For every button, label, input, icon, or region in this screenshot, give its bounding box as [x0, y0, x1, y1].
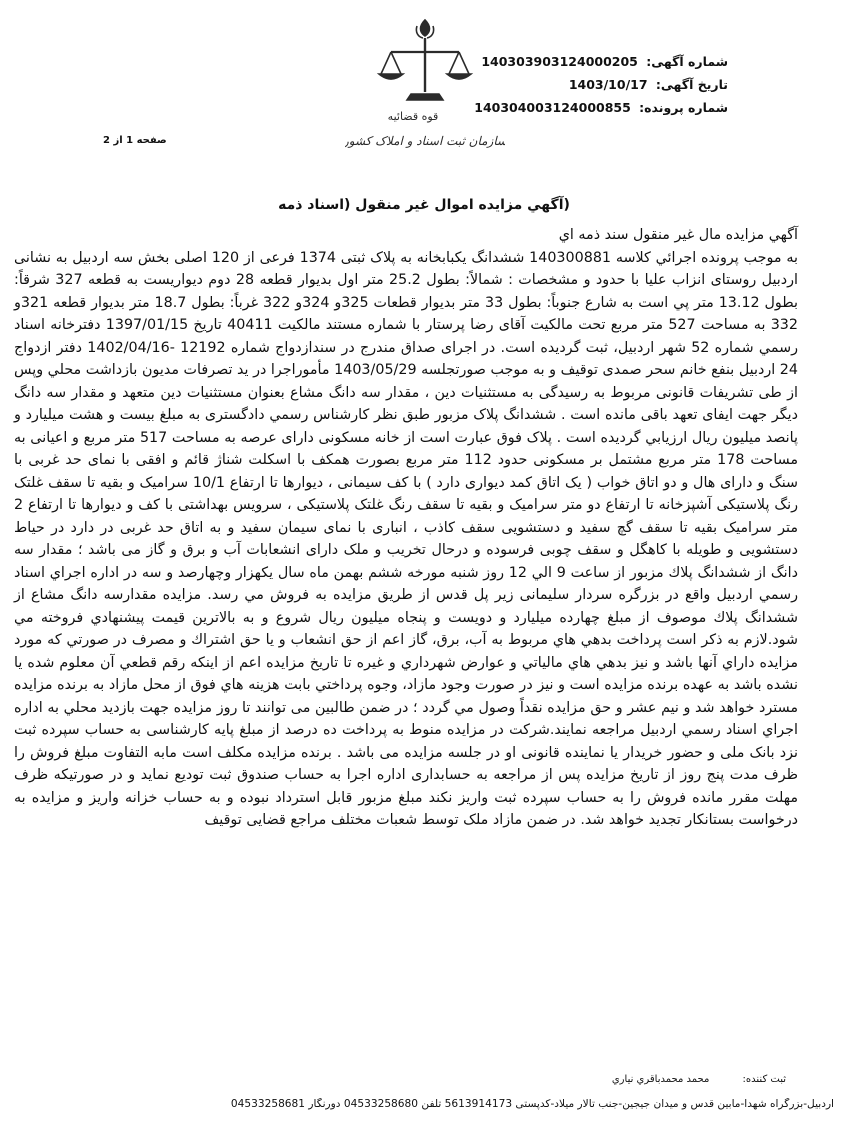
- notice-date: 1403/10/17: [568, 77, 648, 92]
- notice-date-row: [474, 73, 728, 96]
- page-indicator: صفحه 1 از 2: [103, 135, 167, 146]
- issuer-name: محمد محمدباقري نياري: [611, 1074, 710, 1085]
- notice-intro: آگهي مزايده مال غير منقول سند ذمه اي: [558, 227, 798, 243]
- case-number-label: شماره پرونده:: [639, 100, 728, 115]
- notice-date-label: تاریخ آگهی:: [655, 77, 728, 92]
- notice-number-row: [474, 50, 728, 73]
- issuer-label: ثبت كننده:: [742, 1074, 786, 1085]
- issuer-line: [612, 1074, 786, 1085]
- document-title: (آگهي مزايده اموال غير منقول (اسناد ذمه: [278, 197, 570, 213]
- notice-header: [474, 50, 728, 119]
- emblem-org-line2: سازمان ثبت اسناد و املاک کشور: [345, 134, 505, 148]
- case-number-row: [474, 96, 728, 119]
- judiciary-scales-emblem-icon: [345, 12, 505, 162]
- footer-address: اردبیل-بزرگراه شهدا-مابین قدس و میدان جیجین-جنب تالار میلاد-کدپستی 5613914173 تلفن 04533258680 دورنگار 04533258681: [230, 1098, 834, 1110]
- notice-number-label: شماره آگهی:: [646, 54, 728, 69]
- notice-number: 140303903124000205: [481, 54, 638, 69]
- notice-body: [14, 224, 798, 832]
- case-number: 140304003124000855: [474, 100, 631, 115]
- emblem-org-line1: قوه قضائیه: [387, 110, 439, 123]
- notice-paragraph: به موجب پرونده اجرائي كلاسه 140300881 ششدانگ یکبابخانه به پلاک ثبتی 1374 فرعی از 120 اصلی بخش سه اردبیل به نشانی اردبیل روستای انزاب علیا با حدود و مشخصات : شمالاً: بطول 25.2 متر اول بدیوار قطعه 28 دوم دیواریست به قطعه 327 شرقاً: بطول 13.12 متر پي است به شارع جنوباً: بطول 33 متر بدیوار قطعات 325و 324و 322 غرباً: بطول 18.7 متر بدیوار قطعه 321و 332 به مساحت 527 متر مربع تحت مالکیت آقای رضا پرستار با شماره مستند مالکیت 40411 تاریخ 1397/01/15 دفترخانه اسناد رسمي شماره 52 شهر اردبیل، ثبت گرديده است. در اجرای صداق مندرج در سندازدواج شماره 12192 -1402/04/16 دفتر ازدواج 24 اردبیل بنفع خانم سحر صمدی توقیف و به موجب صورتجلسه 1403/05/29 مأموراجرا در يد تصرفات مدیون بازداشت محلي وپس از طی تشریفات قانونی مربوط به رسیدگی به مستثنیات دین ، مقدار سه دانگ مشاع بعنوان مستثنیات دین متعهد و مقدار سه دانگ دیگر جهت ایفای تعهد باقی مانده است . ششدانگ پلاک مزبور طبق نظر کارشناس رسمي دادگستری به مبلغ بیست و هشت میلیارد و پانصد میلیون ریال ارزيابي گرديده است . پلاک فوق عبارت است از خانه مسکونی دارای عرصه به مساحت 517 متر مربع و اعیانی به مساحت 178 متر مربع مشتمل بر مسکونی حدود 112 متر مربع بصورت همکف با اسکلت شناژ قائم و افقی با نمای حد غربی با سنگ و دارای هال و دو اتاق خواب ( یک اتاق کمد دیواری دارد ) با کف سیمانی ، دیوارها تا ارتفاع 10/1 سرامیک و بقیه تا سقف غلتک رنگ پلاستیکی آشپزخانه تا ارتفاع دو متر سرامیک و بقیه تا سقف رنگ غلتک پلاستیکی ، سرویس بهداشتی با کف و دیوارها تا ارتفاع 2 متر سرامیک بقیه تا سقف گچ سفید و دستشویی سقف کاذب ، انباری با نمای سیمان سفید و به اتاق حد غربی در دارد در حیاط دستشویی و طویله با کاهگل و سقف چوبی فرسوده و درحال تخریب و ملک دارای انشعابات آب و برق و گاز می باشد ؛ مقدار سه دانگ از ششدانگ پلاك مزبور از ساعت 9 الي 12 روز شنبه مورخه ششم بهمن ماه سال یکهزار وچهارصد و سه در اداره اجراي اسناد رسمي اردبيل واقع در بزرگره سردار سلیمانی زیر پل قدس از طريق مزايده به فروش مي رسد. مزايده مقدارسه دانگ مشاع از ششدانگ پلاك موصوف از مبلغ چهارده میلیارد و دویست و پنجاه میلیون ريال شروع و به بالاترين قيمت پيشنهادي فروخته مي شود.لازم به ذكر است پرداخت بدهي هاي مربوط به آب، برق، گاز اعم از حق انشعاب و يا حق اشتراك و مصرف در صورتي كه مورد مزايده داراي آنها باشد و نيز بدهي هاي مالياتي و عوارض شهرداري و غيره تا تاريخ مزايده اعم از اينكه رقم قطعي آن معلوم شده يا نشده باشد به عهده برنده مزايده است و نيز در صورت وجود مازاد، وجوه پرداختي بابت هزينه هاي فوق از محل مازاد به برنده مزايده مسترد خواهد شد و نیم عشر و حق مزایده نقداً وصول مي گردد ؛ در ضمن طالبین می توانند تا روز مزایده جهت بازديد محلي به اداره اجراي اسناد رسمي اردبیل مراجعه نمايند.شرکت در مزایده منوط به پرداخت ده درصد از مبلغ پایه کارشناسی به حساب سپرده ثبت نزد بانک ملی و حضور خریدار یا نماینده قانونی او در جلسه مزایده می باشد . برنده مزایده مکلف است مابه التفاوت مبلغ فروش را ظرف مدت پنج روز از تاریخ مزایده پس از مراجعه به حسابداری اداره اجرا به حساب صندوق ثبت توديع نماید و در صورتیکه ظرف مهلت مقرر مانده فروش را به حساب سپرده ثبت واریز نکند مبلغ مزبور قابل استرداد نبوده و به حساب خزانه واریز و مزایده به درخواست بستانکار تجدید خواهد شد. در ضمن مازاد ملک توسط شعبات مختلف مراجع قضایی توقیف: [14, 249, 799, 828]
